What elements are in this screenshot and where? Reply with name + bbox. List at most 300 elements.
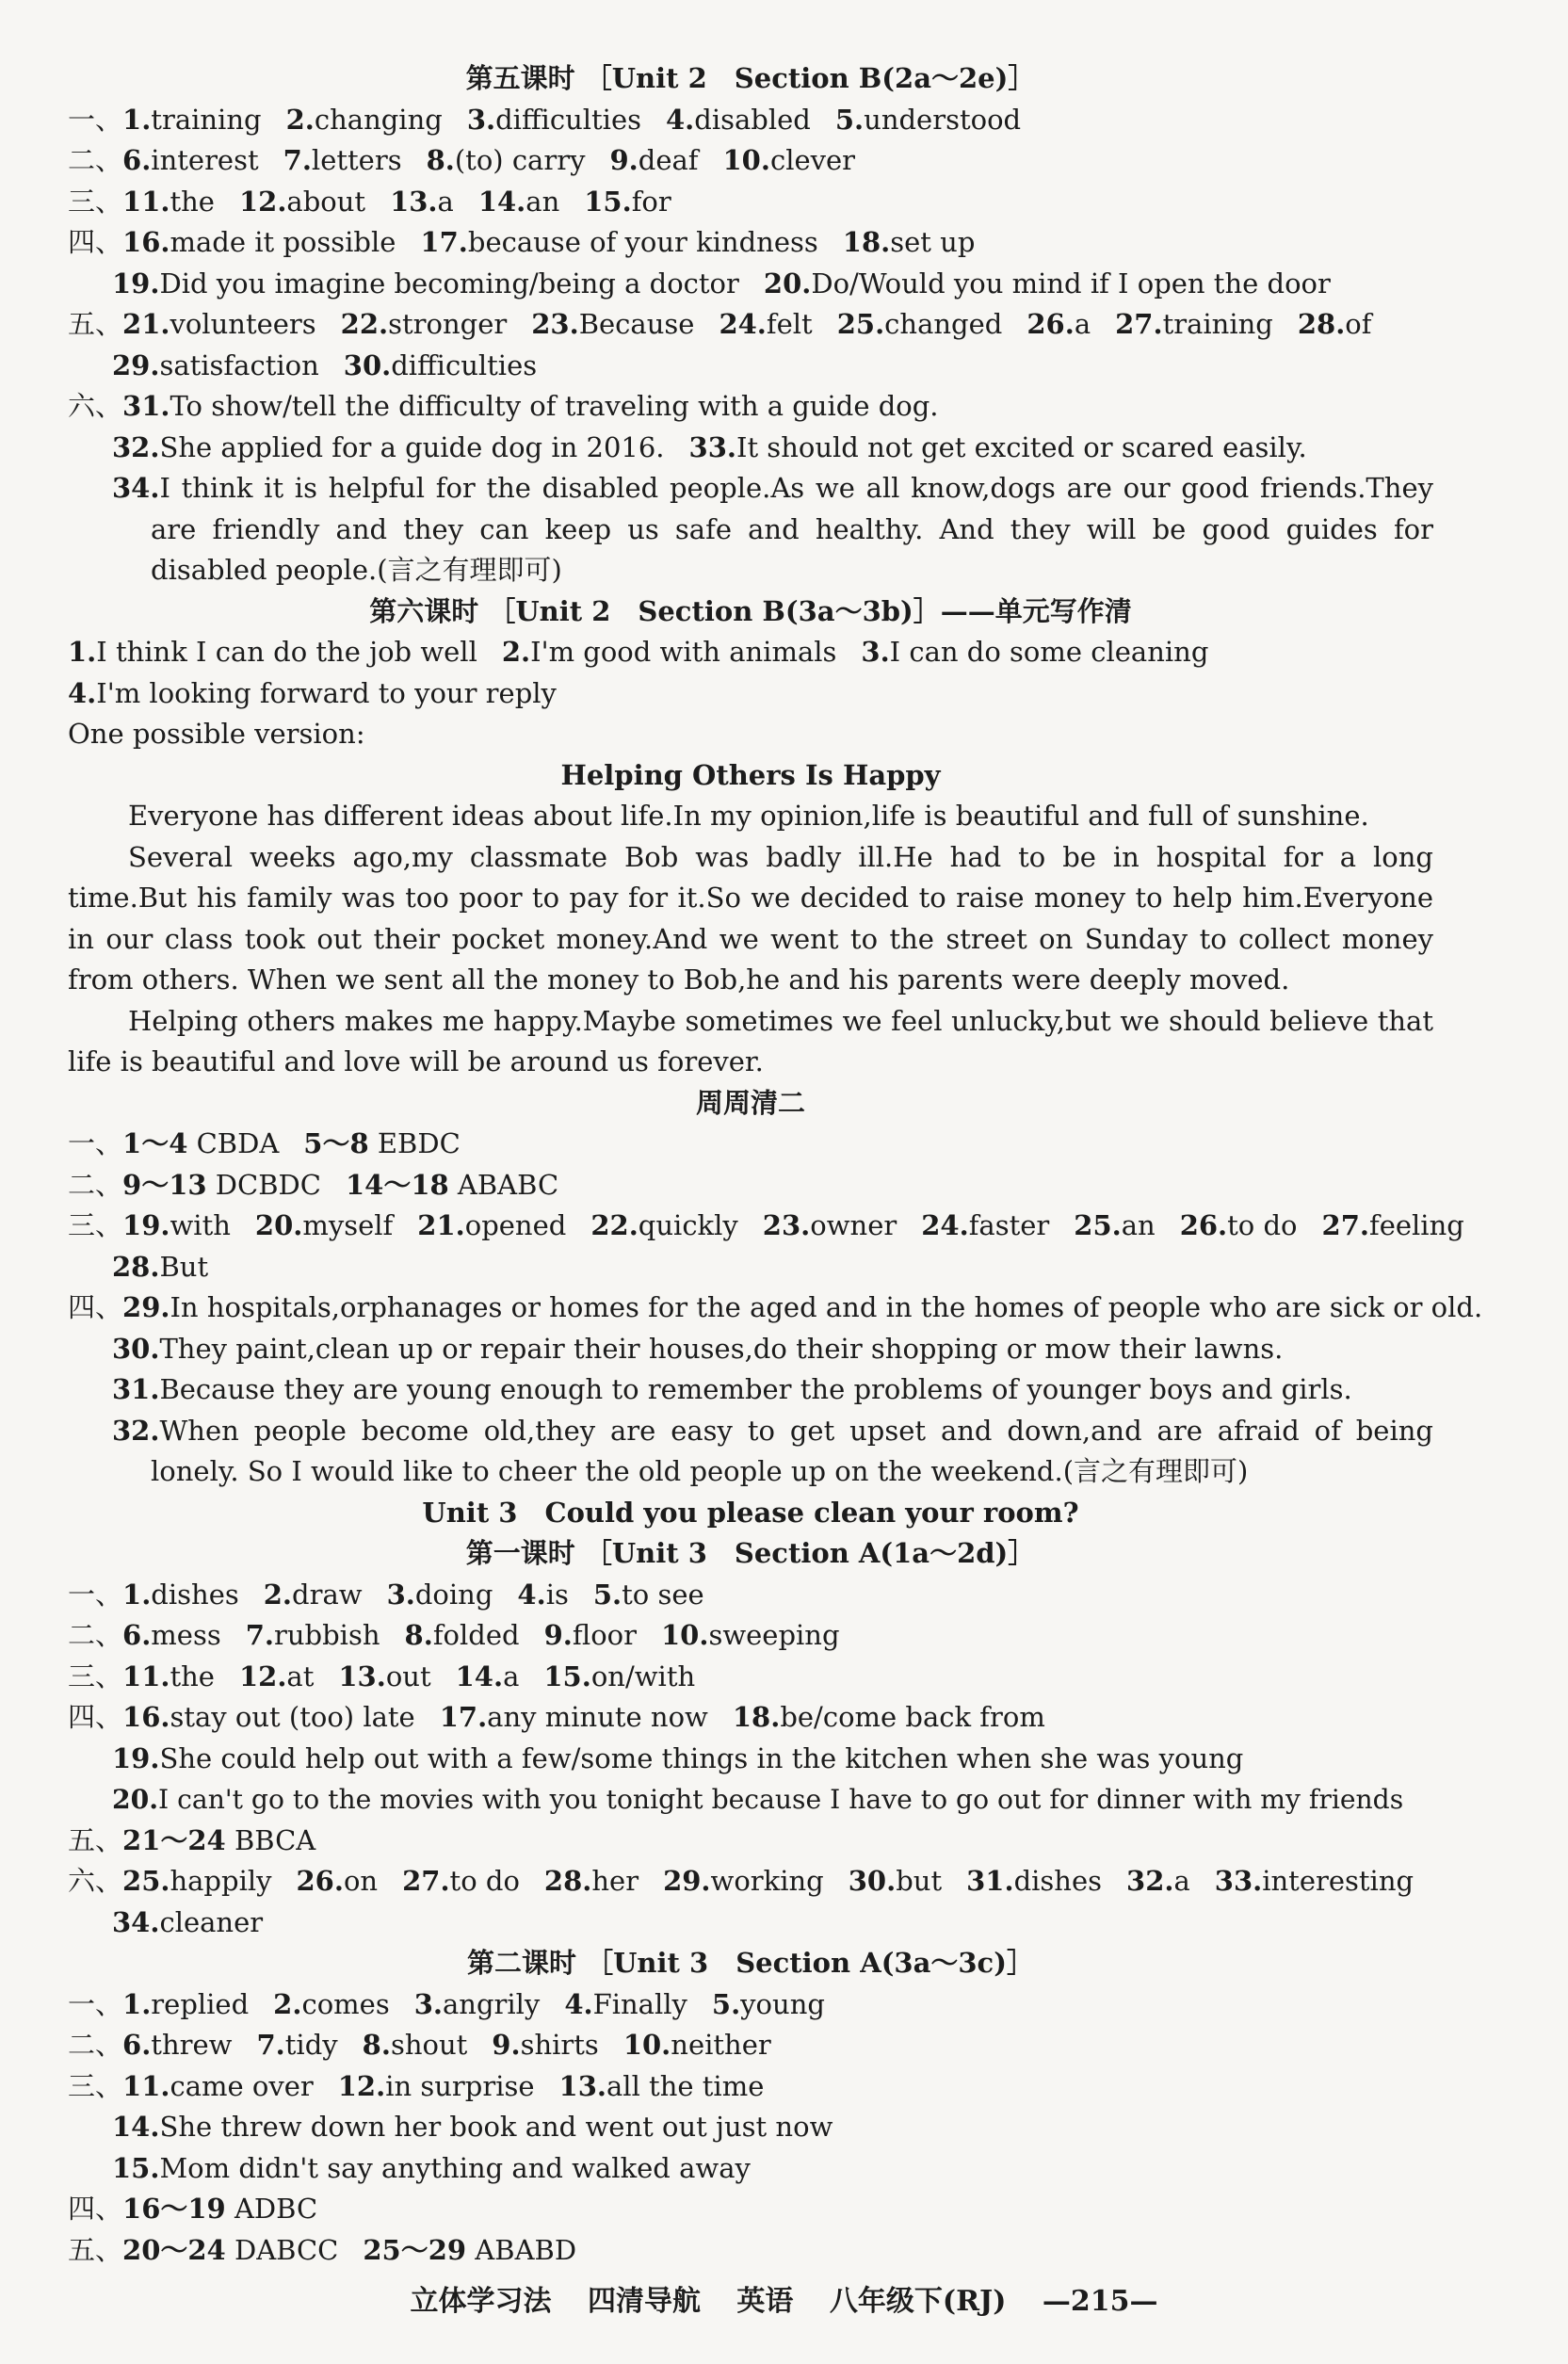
item-number: 15. xyxy=(112,2151,160,2184)
item-answer: changed xyxy=(884,308,1003,340)
item-number: 1～4 xyxy=(122,1127,188,1159)
item-answer: floor xyxy=(572,1619,637,1651)
answer-item xyxy=(517,1579,568,1611)
answer-line xyxy=(68,1903,1433,1944)
answer-item xyxy=(122,2070,314,2102)
answer-item xyxy=(593,1579,704,1611)
item-answer: owner xyxy=(810,1209,897,1241)
answer-paragraph xyxy=(68,1411,1433,1493)
item-number: 26. xyxy=(1179,1209,1228,1241)
answer-item xyxy=(456,1660,520,1692)
answer-item xyxy=(723,144,856,176)
answer-item xyxy=(255,1209,393,1241)
item-answer: difficulties xyxy=(495,103,641,136)
item-number: 18. xyxy=(732,1701,781,1733)
unit-title: Unit 3 Could you please clean your room? xyxy=(422,1496,1079,1529)
answer-item xyxy=(122,1865,271,1897)
answer-item xyxy=(502,636,837,668)
item-answer: young xyxy=(740,1987,825,2020)
answer-item xyxy=(663,1865,824,1897)
item-answer: training xyxy=(1162,308,1273,340)
item-answer: shout xyxy=(390,2029,468,2061)
item-answer: made it possible xyxy=(170,226,396,258)
item-answer: stronger xyxy=(388,308,508,340)
answer-item xyxy=(1115,308,1273,340)
section-prefix: 二、 xyxy=(68,144,123,176)
answer-paragraph xyxy=(68,468,1433,591)
answer-item xyxy=(122,1209,231,1241)
item-answer: She applied for a guide dog in 2016. xyxy=(159,430,665,463)
answer-item xyxy=(544,1865,639,1897)
answer-item xyxy=(966,1865,1102,1897)
item-answer: out xyxy=(385,1660,431,1692)
answer-item xyxy=(1215,1865,1414,1897)
answer-line xyxy=(68,304,1433,346)
item-number: 14. xyxy=(112,2111,160,2143)
item-answer: for xyxy=(631,185,671,218)
answer-item xyxy=(122,1127,279,1159)
answer-item xyxy=(112,431,665,463)
item-text: I think it is helpful for the disabled people.As we all know,dogs are our good friends.They are friendly and they can keep us safe and healthy. And they will be good guides for disabled people.(言之有理即可) xyxy=(151,472,1433,586)
answer-item xyxy=(112,1251,208,1283)
answer-item xyxy=(122,1824,315,1856)
item-answer: feeling xyxy=(1368,1209,1464,1241)
answer-item xyxy=(390,186,454,218)
answer-item xyxy=(363,2234,576,2266)
page-number: —215— xyxy=(1042,2285,1158,2318)
item-number: 21. xyxy=(122,308,170,340)
item-answer: faster xyxy=(968,1209,1050,1241)
item-number: 16. xyxy=(122,226,170,258)
answer-item xyxy=(417,1209,566,1241)
item-answer: came over xyxy=(170,2069,314,2102)
answer-item xyxy=(837,308,1003,340)
item-number: 9. xyxy=(543,1619,573,1651)
item-answer: to do xyxy=(449,1865,520,1897)
answer-item xyxy=(689,431,1307,463)
answer-item xyxy=(68,677,557,709)
answer-item xyxy=(414,1988,541,2020)
answer-item xyxy=(297,1865,379,1897)
answer-line xyxy=(68,346,1433,387)
answer-item xyxy=(1298,308,1372,340)
item-answer: Did you imagine becoming/being a doctor xyxy=(159,267,739,300)
item-number: 9. xyxy=(609,144,639,176)
item-answer: She threw down her book and went out just now xyxy=(159,2111,833,2143)
answer-item xyxy=(122,2234,338,2266)
answer-item xyxy=(764,267,1331,300)
item-number: 8. xyxy=(404,1619,433,1651)
answer-line xyxy=(68,2066,1433,2108)
item-answer: dishes xyxy=(151,1578,239,1611)
answer-item xyxy=(122,1291,1482,1323)
item-answer: to do xyxy=(1227,1209,1298,1241)
item-number: 16. xyxy=(122,1701,170,1733)
answer-item xyxy=(467,104,641,136)
footer-grade: 八年级下(RJ) xyxy=(829,2285,1007,2318)
item-answer: deaf xyxy=(638,144,699,176)
item-number: 6. xyxy=(122,144,152,176)
answer-item xyxy=(286,104,443,136)
item-answer: doing xyxy=(414,1578,493,1611)
item-number: 6. xyxy=(122,1619,152,1651)
item-number: 8. xyxy=(426,144,455,176)
section-prefix: 二、 xyxy=(68,1168,123,1201)
item-number: 19. xyxy=(122,1209,170,1241)
answer-item xyxy=(861,636,1208,668)
item-number: 17. xyxy=(439,1701,488,1733)
item-number: 14～18 xyxy=(345,1168,449,1201)
answer-item xyxy=(338,1660,430,1692)
answer-line xyxy=(68,1124,1433,1165)
item-number: 12. xyxy=(238,1660,287,1692)
item-number: 32. xyxy=(1126,1865,1174,1897)
item-number: 5. xyxy=(592,1578,622,1611)
item-number: 5. xyxy=(834,103,865,136)
item-number: 18. xyxy=(842,226,891,258)
item-number: 29. xyxy=(112,348,160,381)
item-answer: on xyxy=(343,1865,379,1897)
item-number: 28. xyxy=(112,1250,160,1283)
item-answer: angrily xyxy=(442,1987,541,2020)
section-prefix: 三、 xyxy=(68,2069,123,2102)
section-prefix: 一、 xyxy=(68,1987,123,2020)
item-number: 14. xyxy=(477,185,526,218)
answer-line xyxy=(68,2148,1433,2190)
answer-item xyxy=(112,1906,263,1938)
item-number: 30. xyxy=(848,1865,897,1897)
answer-item xyxy=(666,104,811,136)
item-answer: interest xyxy=(151,144,259,176)
answer-item xyxy=(543,1660,695,1692)
answer-item xyxy=(440,1701,708,1733)
answer-line xyxy=(68,1575,1433,1616)
footer-series: 四清导航 xyxy=(587,2285,701,2318)
item-answer: be/come back from xyxy=(780,1701,1045,1733)
item-number: 24. xyxy=(719,308,767,340)
item-answer: understood xyxy=(864,103,1022,136)
footer-subject: 英语 xyxy=(736,2285,794,2318)
answer-item xyxy=(303,1127,461,1159)
item-number: 10. xyxy=(622,2029,671,2061)
item-number: 9. xyxy=(492,2029,521,2061)
answer-item xyxy=(921,1209,1049,1241)
item-number: 25. xyxy=(1074,1209,1122,1241)
item-number: 3. xyxy=(386,1578,415,1611)
item-answer: dishes xyxy=(1013,1865,1103,1897)
item-answer: to see xyxy=(622,1578,704,1611)
item-number: 33. xyxy=(1214,1865,1263,1897)
item-number: 27. xyxy=(402,1865,450,1897)
item-answer: BBCA xyxy=(225,1823,316,1856)
answer-line xyxy=(68,1165,1433,1206)
answer-item xyxy=(273,1988,390,2020)
item-number: 13. xyxy=(558,2069,606,2102)
item-number: 32. xyxy=(112,430,160,463)
item-answer: a xyxy=(437,185,454,218)
item-answer: at xyxy=(286,1660,315,1692)
answer-item xyxy=(341,308,508,340)
item-answer: the xyxy=(170,1660,215,1692)
item-answer: ABABC xyxy=(448,1168,559,1201)
item-number: 11. xyxy=(122,185,170,218)
page-footer xyxy=(0,2277,1568,2319)
answer-line xyxy=(68,1247,1433,1288)
item-number: 13. xyxy=(338,1660,386,1692)
item-number: 3. xyxy=(413,1987,443,2020)
answer-line xyxy=(68,1779,1433,1821)
item-number: 17. xyxy=(420,226,468,258)
answer-item xyxy=(112,1333,1283,1365)
lesson-heading: 第一课时 ［Unit 3 Section A(1a～2d)］ xyxy=(465,1537,1036,1569)
item-answer: tidy xyxy=(284,2029,338,2061)
item-number: 14. xyxy=(455,1660,504,1692)
item-number: 27. xyxy=(1321,1209,1369,1241)
item-number: 2. xyxy=(501,636,531,668)
item-answer: She could help out with a few/some things in the kitchen when she was young xyxy=(159,1741,1244,1774)
item-answer: an xyxy=(525,185,560,218)
item-answer: a xyxy=(503,1660,520,1692)
item-number: 28. xyxy=(1297,308,1346,340)
section-prefix: 五、 xyxy=(68,308,123,340)
answer-line xyxy=(68,632,1433,673)
item-number: 8. xyxy=(362,2029,391,2061)
answer-item xyxy=(427,144,586,176)
item-text: When people become old,they are easy to get upset and down,and are afraid of being lonely. So I would like to cheer the old people up on the weekend.(言之有理即可) xyxy=(151,1414,1433,1487)
answer-item xyxy=(256,2029,337,2061)
answer-line xyxy=(68,386,1433,428)
answer-line xyxy=(68,1984,1433,2026)
answer-line xyxy=(68,2230,1433,2272)
item-number: 2. xyxy=(263,1578,293,1611)
item-number: 29. xyxy=(663,1865,711,1897)
item-number: 27. xyxy=(1115,308,1163,340)
item-number: 2. xyxy=(273,1987,302,2020)
item-number: 31. xyxy=(112,1373,160,1405)
answer-item xyxy=(1180,1209,1298,1241)
item-number: 30. xyxy=(112,1332,160,1365)
essay-title: Helping Others Is Happy xyxy=(560,758,941,791)
item-number: 11. xyxy=(122,1660,170,1692)
answer-item xyxy=(387,1579,493,1611)
item-number: 9～13 xyxy=(122,1168,207,1201)
answer-item xyxy=(402,1865,520,1897)
item-answer: felt xyxy=(766,308,813,340)
item-number: 25. xyxy=(836,308,885,340)
item-answer: rubbish xyxy=(274,1619,380,1651)
item-answer: working xyxy=(710,1865,824,1897)
item-answer: threw xyxy=(151,2029,233,2061)
answer-item xyxy=(122,308,316,340)
answer-line xyxy=(68,1657,1433,1698)
answer-item xyxy=(564,1988,687,2020)
answer-item xyxy=(478,186,559,218)
answer-item xyxy=(584,186,671,218)
item-answer: an xyxy=(1121,1209,1156,1241)
item-answer: myself xyxy=(302,1209,394,1241)
answer-line xyxy=(68,1615,1433,1657)
item-answer: difficulties xyxy=(391,348,538,381)
answer-item xyxy=(112,1373,1352,1405)
section-prefix: 四、 xyxy=(68,1291,123,1323)
item-answer: set up xyxy=(890,226,976,258)
item-answer: To show/tell the difficulty of traveling with a guide dog. xyxy=(170,390,939,422)
item-answer: mess xyxy=(151,1619,221,1651)
item-number: 10. xyxy=(722,144,770,176)
answer-line xyxy=(68,264,1433,305)
item-answer: in surprise xyxy=(385,2069,535,2102)
item-answer: EBDC xyxy=(368,1127,461,1159)
answer-line xyxy=(68,1287,1483,1329)
item-answer: with xyxy=(170,1209,231,1241)
item-answer: I think I can do the job well xyxy=(96,636,477,668)
answer-item xyxy=(405,1619,520,1651)
item-answer: quickly xyxy=(638,1209,738,1241)
item-number: 31. xyxy=(966,1865,1014,1897)
section-prefix: 一、 xyxy=(68,103,123,136)
answer-item xyxy=(122,1169,321,1201)
item-answer: draw xyxy=(292,1578,363,1611)
item-number: 34. xyxy=(112,472,160,504)
answer-item xyxy=(122,1988,249,2020)
item-number: 20. xyxy=(112,1784,159,1815)
essay-paragraph: Several weeks ago,my classmate Bob was badly ill.He had to be in hospital for a long time.But his family was too poor to pay for it.So we decided to raise money to help him.Everyone in our class took out their pocket money.And we went to the street on Sunday to collect money from others. When we sent all the money to Bob,he and his parents were deeply moved. xyxy=(68,840,1433,996)
answer-item xyxy=(590,1209,737,1241)
item-number: 30. xyxy=(343,348,392,381)
answer-line xyxy=(68,1739,1433,1780)
answer-item xyxy=(264,1579,363,1611)
answer-item xyxy=(112,2152,751,2184)
answer-line xyxy=(68,182,1433,223)
item-number: 1. xyxy=(122,103,152,136)
item-answer: cleaner xyxy=(159,1905,264,1938)
item-number: 10. xyxy=(660,1619,709,1651)
answer-item xyxy=(843,226,976,258)
answer-line xyxy=(68,1369,1433,1411)
essay-paragraph: Everyone has different ideas about life.In my opinion,life is beautiful and full of sunshine. xyxy=(128,800,1369,832)
section-prefix: 五、 xyxy=(68,2233,123,2266)
item-answer: Because xyxy=(578,308,695,340)
item-number: 29. xyxy=(122,1291,170,1323)
item-number: 4. xyxy=(68,676,97,709)
answer-item xyxy=(1074,1209,1155,1241)
answer-line xyxy=(68,140,1433,182)
item-answer: Mom didn't say anything and walked away xyxy=(159,2151,751,2184)
item-number: 3. xyxy=(466,103,496,136)
answer-item xyxy=(122,1701,415,1733)
item-answer: Because they are young enough to remember the problems of younger boys and girls. xyxy=(159,1373,1352,1405)
section-prefix: 二、 xyxy=(68,2029,123,2061)
answer-item xyxy=(733,1701,1045,1733)
item-answer: about xyxy=(286,185,366,218)
answer-item xyxy=(531,308,694,340)
item-answer: because of your kindness xyxy=(467,226,818,258)
answer-item xyxy=(1026,308,1091,340)
answer-line xyxy=(68,1329,1433,1370)
item-answer: But xyxy=(159,1250,209,1283)
item-number: 16～19 xyxy=(122,2193,226,2225)
answer-item xyxy=(623,2029,771,2061)
answer-line xyxy=(68,2025,1433,2066)
answer-item xyxy=(363,2029,468,2061)
item-number: 13. xyxy=(390,185,438,218)
answer-line xyxy=(68,2189,1433,2230)
item-answer: replied xyxy=(151,1987,250,2020)
answer-item xyxy=(544,1619,637,1651)
answer-line xyxy=(68,2107,1433,2148)
footer-book: 立体学习法 xyxy=(410,2285,552,2318)
item-answer: letters xyxy=(311,144,402,176)
section-prefix: 四、 xyxy=(68,226,123,258)
answer-item xyxy=(661,1619,840,1651)
item-number: 1. xyxy=(68,636,97,668)
item-number: 22. xyxy=(340,308,389,340)
answer-line xyxy=(68,100,1433,141)
answer-line xyxy=(68,222,1433,264)
item-answer: sweeping xyxy=(708,1619,840,1651)
item-number: 7. xyxy=(245,1619,275,1651)
answer-line xyxy=(68,1861,1433,1903)
item-answer: satisfaction xyxy=(159,348,319,381)
item-answer: neither xyxy=(671,2029,771,2061)
answer-item xyxy=(122,226,396,258)
item-number: 4. xyxy=(666,103,695,136)
item-number: 23. xyxy=(762,1209,811,1241)
item-answer: ADBC xyxy=(225,2193,318,2225)
answer-item xyxy=(122,2029,232,2061)
item-number: 3. xyxy=(861,636,890,668)
item-number: 6. xyxy=(122,2029,152,2061)
item-number: 32. xyxy=(112,1414,160,1447)
item-answer: of xyxy=(1345,308,1372,340)
answer-item xyxy=(122,144,259,176)
item-answer: but xyxy=(896,1865,943,1897)
item-answer: I'm looking forward to your reply xyxy=(96,676,557,709)
item-answer: comes xyxy=(301,1987,390,2020)
answer-item xyxy=(719,308,812,340)
answer-item xyxy=(239,1660,314,1692)
item-number: 34. xyxy=(112,1905,160,1938)
answer-item xyxy=(492,2029,599,2061)
item-answer: It should not get excited or scared easily. xyxy=(736,430,1307,463)
weekly-review-heading: 周周清二 xyxy=(695,1086,805,1119)
item-number: 33. xyxy=(688,430,736,463)
answer-item xyxy=(283,144,402,176)
section-prefix: 三、 xyxy=(68,185,123,218)
answer-item xyxy=(344,349,537,381)
answer-item xyxy=(835,104,1021,136)
answer-item xyxy=(112,2111,832,2143)
item-answer: volunteers xyxy=(170,308,316,340)
item-number: 21～24 xyxy=(122,1823,226,1856)
item-number: 5. xyxy=(711,1987,741,2020)
answer-item xyxy=(849,1865,942,1897)
answer-item xyxy=(122,2193,317,2225)
answer-item xyxy=(609,144,698,176)
item-answer: opened xyxy=(464,1209,567,1241)
answer-item xyxy=(122,186,215,218)
item-number: 25～29 xyxy=(363,2233,467,2266)
item-number: 15. xyxy=(543,1660,591,1692)
item-number: 12. xyxy=(337,2069,386,2102)
item-number: 28. xyxy=(543,1865,592,1897)
item-answer: a xyxy=(1173,1865,1190,1897)
answer-item xyxy=(712,1988,825,2020)
lesson-heading: 第五课时 ［Unit 2 Section B(2a～2e)］ xyxy=(465,62,1036,94)
item-answer: training xyxy=(151,103,262,136)
item-number: 12. xyxy=(238,185,287,218)
answer-item xyxy=(420,226,817,258)
